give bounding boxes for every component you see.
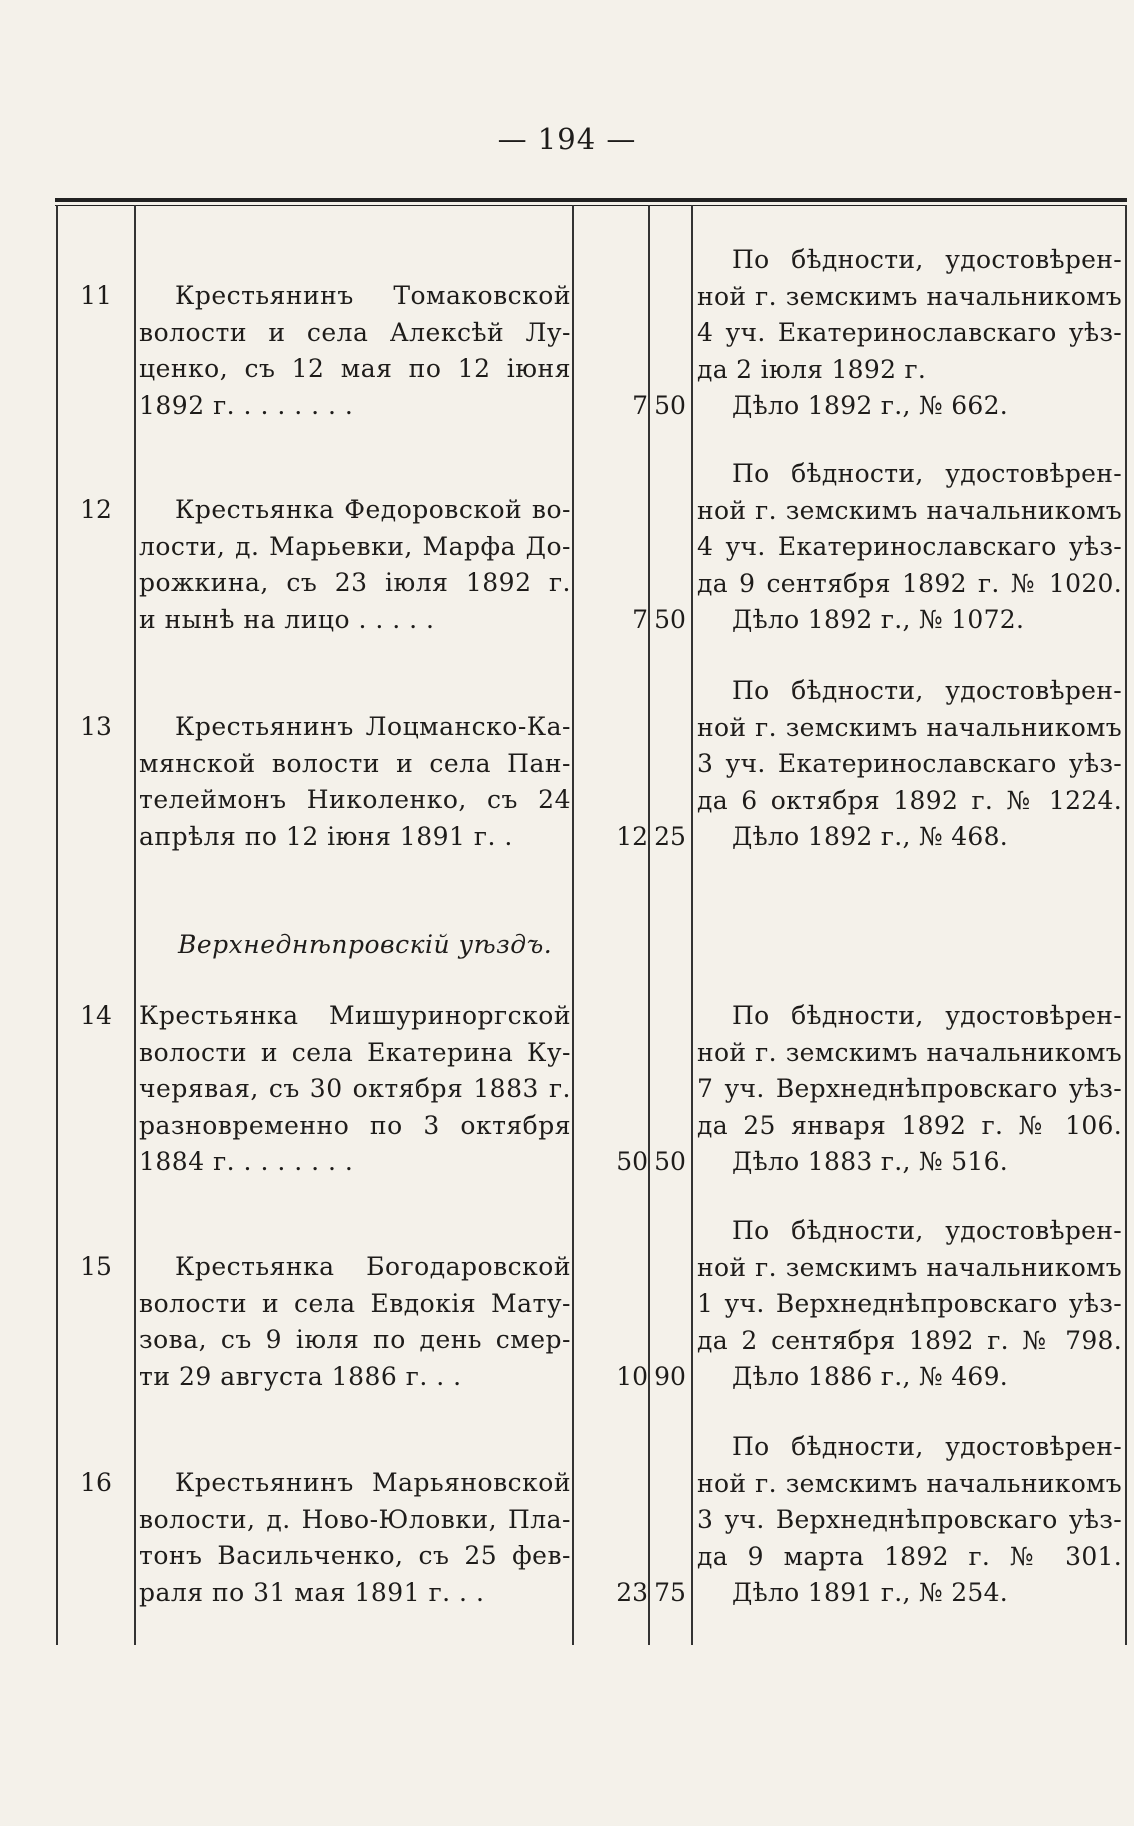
note-line: По бѣдности, удостовѣрен- xyxy=(732,1216,1122,1245)
column-rule-rubles xyxy=(648,205,650,1645)
description-line: Крестьянинъ Томаковской xyxy=(175,281,571,310)
description-line: мянской волости и села Пан- xyxy=(139,748,571,778)
entry-note xyxy=(697,998,1122,1181)
note-line: да 2 сентября 1892 г. № 798. xyxy=(697,1325,1122,1355)
amount-rubles: 12 xyxy=(616,822,648,851)
note-line: ной г. земскимъ начальникомъ xyxy=(697,1037,1122,1067)
note-line: Дѣло 1892 г., № 662. xyxy=(732,391,1009,420)
note-line: да 6 октября 1892 г. № 1224. xyxy=(697,785,1122,815)
entry-note xyxy=(697,1213,1122,1396)
note-line: да 9 сентября 1892 г. № 1020. xyxy=(697,568,1122,598)
page-number: — 194 — xyxy=(497,122,637,156)
description-line: апрѣля по 12 іюня 1891 г. . xyxy=(139,821,513,851)
entry-description xyxy=(139,998,571,1181)
note-line: По бѣдности, удостовѣрен- xyxy=(732,459,1122,488)
description-line: ценко, съ 12 мая по 12 іюня xyxy=(139,354,571,383)
entry-description xyxy=(139,1249,571,1395)
entry-number: 11 xyxy=(80,281,112,310)
entry-description xyxy=(139,492,571,638)
note-line: Дѣло 1883 г., № 516. xyxy=(732,1147,1009,1176)
entry-description xyxy=(139,1465,571,1611)
note-line: 4 уч. Екатеринославскаго уѣз- xyxy=(697,318,1122,347)
description-line: 1884 г. . . . . . . . xyxy=(139,1147,354,1176)
description-line: раля по 31 мая 1891 г. . . xyxy=(139,1577,485,1607)
note-line: да 2 іюля 1892 г. xyxy=(697,354,927,384)
description-line: телеймонъ Николенко, съ 24 xyxy=(139,785,571,814)
amount-rubles: 7 xyxy=(632,391,648,420)
amount-rubles: 50 xyxy=(616,1147,648,1176)
note-line: 3 уч. Верхнеднѣпровскаго уѣз- xyxy=(697,1505,1122,1534)
description-line: разновременно по 3 октября xyxy=(139,1110,571,1140)
amount-kopecks: 50 xyxy=(654,1147,686,1176)
amount-rubles: 23 xyxy=(616,1578,648,1607)
description-line: Крестьянинъ Лоцманско-Ка- xyxy=(175,712,571,741)
entry-note xyxy=(697,673,1122,856)
note-line: да 25 января 1892 г. № 106. xyxy=(697,1110,1122,1140)
note-line: Дѣло 1886 г., № 469. xyxy=(732,1362,1009,1391)
description-line: Крестьянка Мишуриноргской xyxy=(139,1001,571,1030)
description-line: ти 29 августа 1886 г. . . xyxy=(139,1361,462,1391)
entry-number: 14 xyxy=(80,1001,112,1030)
description-line: зова, съ 9 іюля по день смер- xyxy=(139,1325,571,1354)
note-line: По бѣдности, удостовѣрен- xyxy=(732,676,1122,705)
top-rule-thin xyxy=(55,205,1127,206)
entry-description xyxy=(139,278,571,424)
column-rule-right xyxy=(1125,205,1127,1645)
description-line: тонъ Васильченко, съ 25 фев- xyxy=(139,1541,571,1570)
note-line: По бѣдности, удостовѣрен- xyxy=(732,1432,1122,1461)
description-line: и нынѣ на лицо . . . . . xyxy=(139,604,435,634)
note-line: ной г. земскимъ начальникомъ xyxy=(697,1468,1122,1498)
amount-kopecks: 25 xyxy=(654,822,686,851)
note-line: да 9 марта 1892 г. № 301. xyxy=(697,1541,1122,1571)
entry-note xyxy=(697,242,1122,425)
description-line: волости, д. Ново-Юловки, Пла- xyxy=(139,1504,571,1534)
amount-kopecks: 90 xyxy=(654,1362,686,1391)
description-line: черявая, съ 30 октября 1883 г. xyxy=(139,1074,571,1103)
description-line: Крестьянинъ Марьяновской xyxy=(175,1468,571,1497)
note-line: 4 уч. Екатеринославскаго уѣз- xyxy=(697,532,1122,561)
amount-kopecks: 50 xyxy=(654,605,686,634)
note-line: Дѣло 1892 г., № 468. xyxy=(732,822,1009,851)
amount-rubles: 10 xyxy=(616,1362,648,1391)
note-line: ной г. земскимъ начальникомъ xyxy=(697,712,1122,742)
note-line: 3 уч. Екатеринославскаго уѣз- xyxy=(697,749,1122,778)
district-heading: Верхнеднѣпровскій уѣздъ. xyxy=(178,930,553,959)
note-line: ной г. земскимъ начальникомъ xyxy=(697,495,1122,525)
amount-rubles: 7 xyxy=(632,605,648,634)
entry-number: 13 xyxy=(80,712,112,741)
description-line: волости и села Екатерина Ку- xyxy=(139,1037,571,1067)
description-line: волости и села Евдокія Мату- xyxy=(139,1288,571,1318)
note-line: Дѣло 1891 г., № 254. xyxy=(732,1578,1009,1607)
entry-note xyxy=(697,1429,1122,1612)
entry-number: 16 xyxy=(80,1468,112,1497)
description-line: Крестьянка Богодаровской xyxy=(175,1252,571,1281)
description-line: рожкина, съ 23 іюля 1892 г. xyxy=(139,568,571,597)
description-line: 1892 г. . . . . . . . xyxy=(139,390,354,420)
note-line: По бѣдности, удостовѣрен- xyxy=(732,245,1122,274)
description-line: волости и села Алексѣй Лу- xyxy=(139,317,571,347)
entry-note xyxy=(697,456,1122,639)
column-rule-kopecks xyxy=(691,205,693,1645)
description-line: Крестьянка Федоровской во- xyxy=(175,495,571,524)
amount-kopecks: 75 xyxy=(654,1578,686,1607)
column-rule-number xyxy=(134,205,136,1645)
top-rule-thick xyxy=(55,198,1127,202)
entry-number: 15 xyxy=(80,1252,112,1281)
note-line: Дѣло 1892 г., № 1072. xyxy=(732,605,1025,634)
note-line: По бѣдности, удостовѣрен- xyxy=(732,1001,1122,1030)
note-line: ной г. земскимъ начальникомъ xyxy=(697,1252,1122,1282)
entry-number: 12 xyxy=(80,495,112,524)
entry-description xyxy=(139,709,571,855)
amount-kopecks: 50 xyxy=(654,391,686,420)
note-line: 7 уч. Верхнеднѣпровскаго уѣз- xyxy=(697,1074,1122,1103)
description-line: лости, д. Марьевки, Марфа До- xyxy=(139,531,571,561)
note-line: 1 уч. Верхнеднѣпровскаго уѣз- xyxy=(697,1289,1122,1318)
note-line: ной г. земскимъ начальникомъ xyxy=(697,281,1122,311)
column-rule-left xyxy=(56,205,58,1645)
